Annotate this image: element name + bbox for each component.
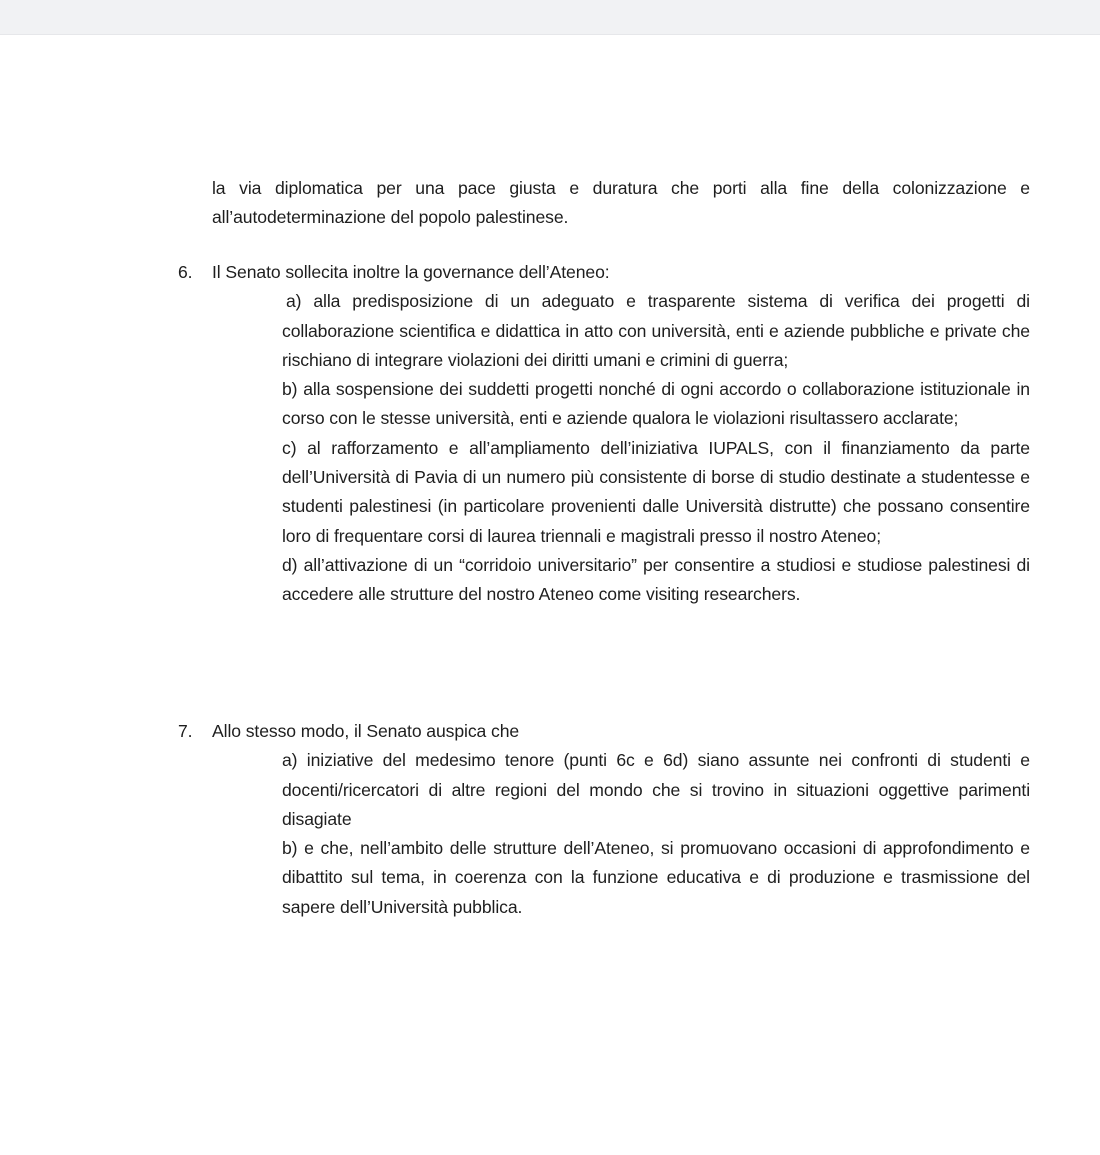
intro-paragraph: la via diplomatica per una pace giusta e duratura che porti alla fine della colonizzazione e all’autodeterminazione del popolo palestinese. (212, 178, 1030, 228)
sub-item-a (282, 287, 1030, 375)
sub-item-text: b) e che, nell’ambito delle strutture dell’Ateneo, si promuovano occasioni di approfondimento e dibattito sul tema, in coerenza con la funzione educativa e di produzione e trasmissione del sapere dell’Università pubblica. (282, 838, 1030, 917)
sub-item-b (282, 375, 1030, 434)
sub-item-d (282, 551, 1030, 610)
item-heading-row (178, 258, 1030, 287)
item-number: 7. (178, 721, 193, 741)
list-item-7 (178, 717, 1030, 922)
item-heading-row (178, 717, 1030, 746)
sub-item-text: a) alla predisposizione di un adeguato e trasparente sistema di verifica dei progetti di collaborazione scientifica e didattica in atto con università, enti e aziende pubbliche e private che rischiano di integrare violazioni dei diritti umani e crimini di guerra; (282, 291, 1030, 370)
sub-item-text: a) iniziative del medesimo tenore (punti 6c e 6d) siano assunte nei confronti di studenti e docenti/ricercatori di altre regioni del mondo che si trovino in situazioni oggettive parimenti disagiate (282, 750, 1030, 829)
sub-item-list (282, 287, 1030, 609)
item-heading: Il Senato sollecita inoltre la governance dell’Ateneo: (212, 262, 610, 282)
sub-item-text: d) all’attivazione di un “corridoio universitario” per consentire a studiosi e studiose palestinesi di accedere alle strutture del nostro Ateneo come visiting researchers. (282, 554, 1030, 605)
list-item-6 (178, 258, 1030, 610)
sub-item-b (282, 834, 1030, 922)
item-heading: Allo stesso modo, il Senato auspica che (212, 721, 520, 741)
sub-item-a (282, 746, 1030, 834)
sub-item-c (282, 434, 1030, 551)
item-number: 6. (178, 262, 193, 282)
sub-item-text: b) alla sospensione dei suddetti progetti nonché di ogni accordo o collaborazione istituzionale in corso con le stesse università, enti e aziende qualora le violazioni risultassero acclarate; (282, 379, 1030, 429)
sub-item-text: c) al rafforzamento e all’ampliamento dell’iniziativa IUPALS, con il finanziamento da parte dell’Università di Pavia di un numero più consistente di borse di studio destinate a studentesse e studenti palestinesi (in particolare provenienti dalle Università distrutte) che possano consentire loro di frequentare corsi di laurea triennali e magistrali presso il nostro Ateneo; (282, 437, 1030, 546)
sub-item-list (282, 746, 1030, 922)
